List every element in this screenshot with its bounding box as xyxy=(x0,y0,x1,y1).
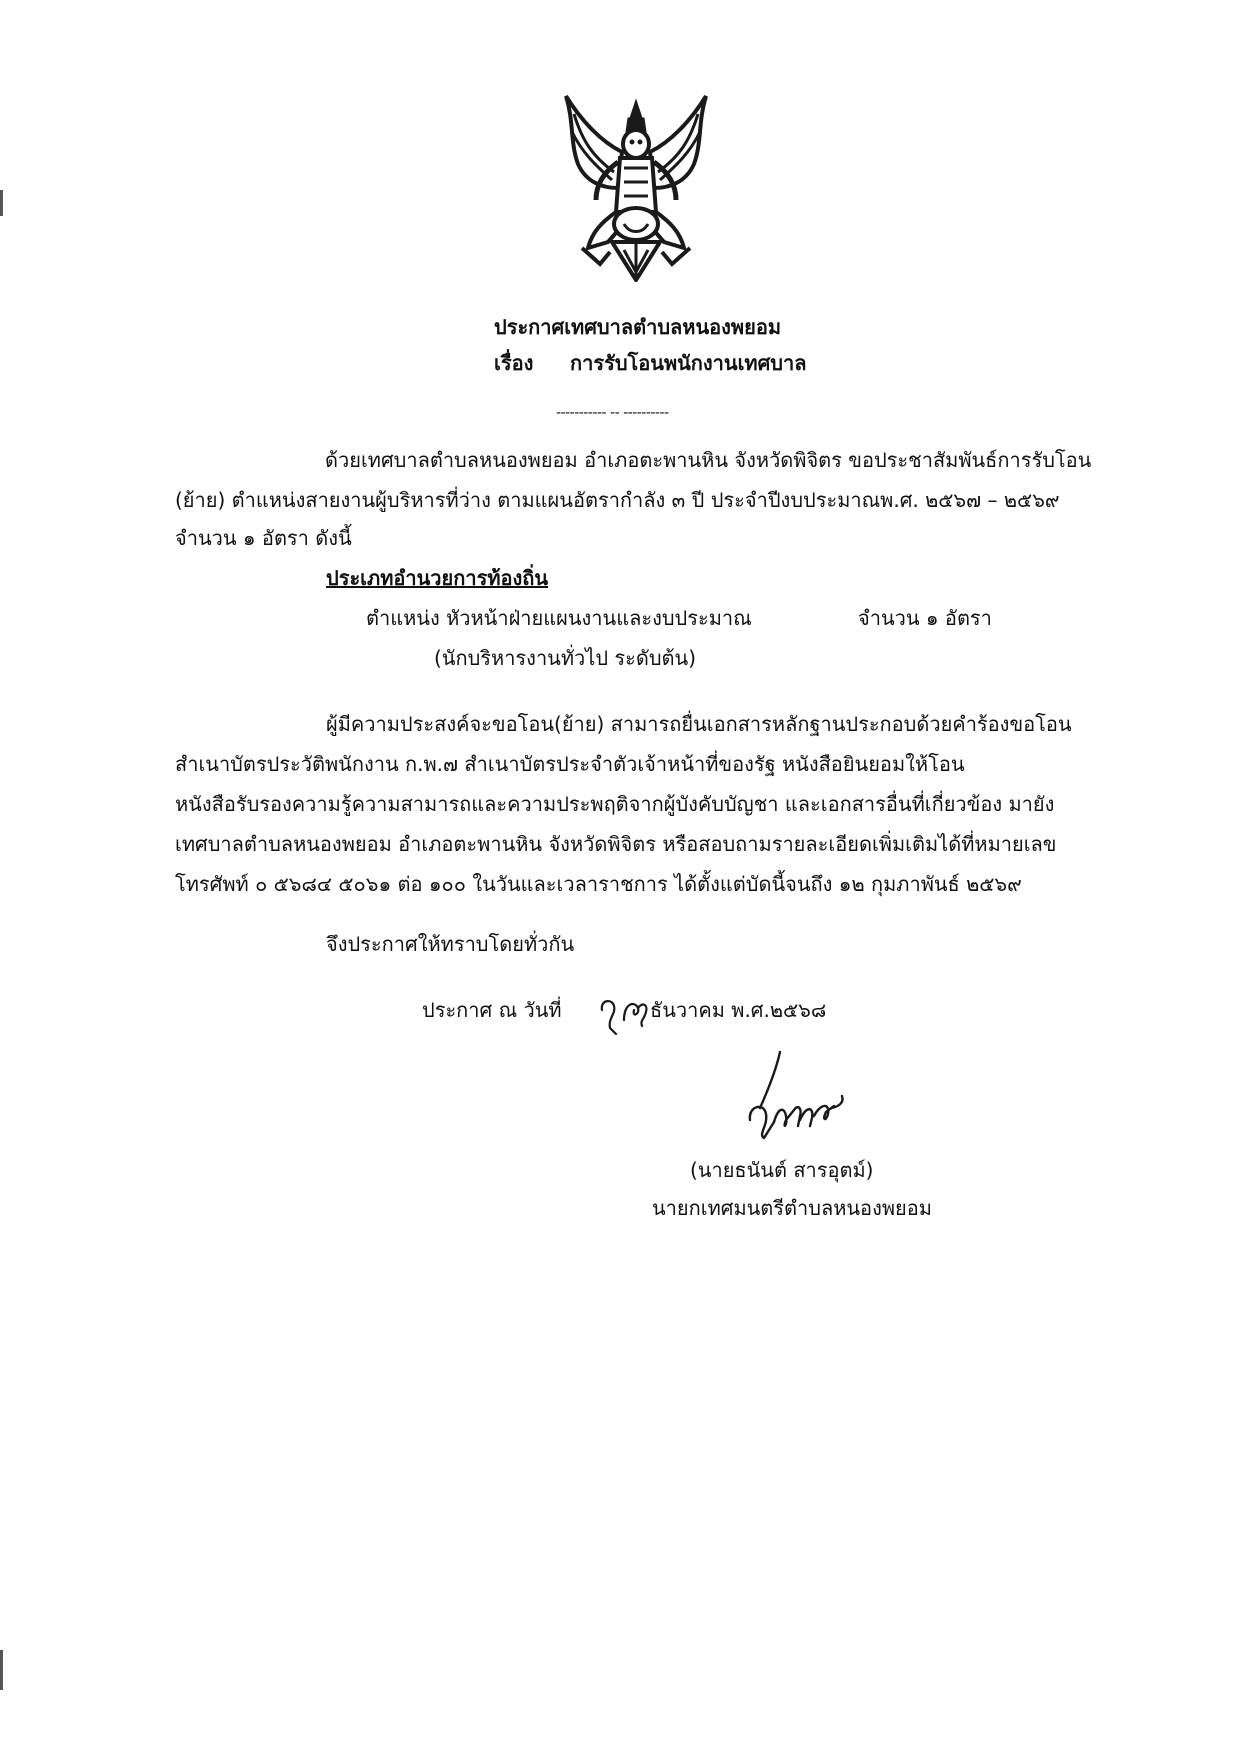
scan-edge-mark xyxy=(0,1650,3,1690)
requirements-line-2: สำเนาบัตรประวัติพนักงาน ก.พ.๗ สำเนาบัตรประจำตัวเจ้าหน้าที่ของรัฐ หนังสือยินยอมให้โอน xyxy=(175,752,965,776)
subject-label: เรื่อง xyxy=(494,351,534,375)
position-count: จำนวน ๑ อัตรา xyxy=(858,606,992,630)
requirements-line-3: หนังสือรับรองความรู้ความสามารถและความประพฤติจากผู้บังคับบัญชา และเอกสารอื่นที่เกี่ยวข้อง มายัง xyxy=(175,792,1055,816)
scan-edge-mark xyxy=(0,190,3,216)
requirements-line-1: ผู้มีความประสงค์จะขอโอน(ย้าย) สามารถยื่นเอกสารหลักฐานประกอบด้วยคำร้องขอโอน xyxy=(326,712,1072,736)
requirements-line-5: โทรศัพท์ ๐ ๕๖๘๔ ๕๐๖๑ ต่อ ๑๐๐ ในวันและเวลาราชการ ได้ตั้งแต่บัดนี้จนถึง ๑๒ กุมภาพันธ์ ๒๕๖๙ xyxy=(175,872,1022,896)
closing-text: จึงประกาศให้ทราบโดยทั่วกัน xyxy=(326,932,575,956)
subject-text: การรับโอนพนักงานเทศบาล xyxy=(570,351,807,375)
handwritten-signature-icon xyxy=(740,1050,890,1140)
position-type-heading: ประเภทอำนวยการท้องถิ่น xyxy=(326,566,549,590)
intro-line-1: ด้วยเทศบาลตำบลหนองพยอม อำเภอตะพานหิน จังหวัดพิจิตร ขอประชาสัมพันธ์การรับโอน xyxy=(325,448,1092,472)
intro-line-2: (ย้าย) ตำแหน่งสายงานผู้บริหารที่ว่าง ตามแผนอัตรากำลัง ๓ ปี ประจำปีงบประมาณพ.ศ. ๒๕๖๗ – ๒๕๖๙ xyxy=(175,488,1060,512)
position-name: ตำแหน่ง หัวหน้าฝ่ายแผนงานและงบประมาณ xyxy=(366,606,752,630)
garuda-emblem-icon xyxy=(552,92,720,282)
announcement-title: ประกาศเทศบาลตำบลหนองพยอม xyxy=(494,315,782,339)
signatory-title: นายกเทศมนตรีตำบลหนองพยอม xyxy=(652,1196,932,1220)
intro-line-3: จำนวน ๑ อัตรา ดังนี้ xyxy=(175,526,352,550)
header-divider: ----------- -- ---------- xyxy=(556,405,669,421)
handwritten-day-icon xyxy=(594,990,654,1036)
date-suffix: ธันวาคม พ.ศ.๒๕๖๘ xyxy=(650,998,827,1022)
date-prefix: ประกาศ ณ วันที่ xyxy=(422,998,562,1022)
requirements-line-4: เทศบาลตำบลหนองพยอม อำเภอตะพานหิน จังหวัดพิจิตร หรือสอบถามรายละเอียดเพิ่มเติมได้ที่หมายเลข xyxy=(175,832,1057,856)
position-subtitle: (นักบริหารงานทั่วไป ระดับต้น) xyxy=(434,646,697,670)
signatory-name: (นายธนันต์ สารอุตม์) xyxy=(690,1158,874,1182)
